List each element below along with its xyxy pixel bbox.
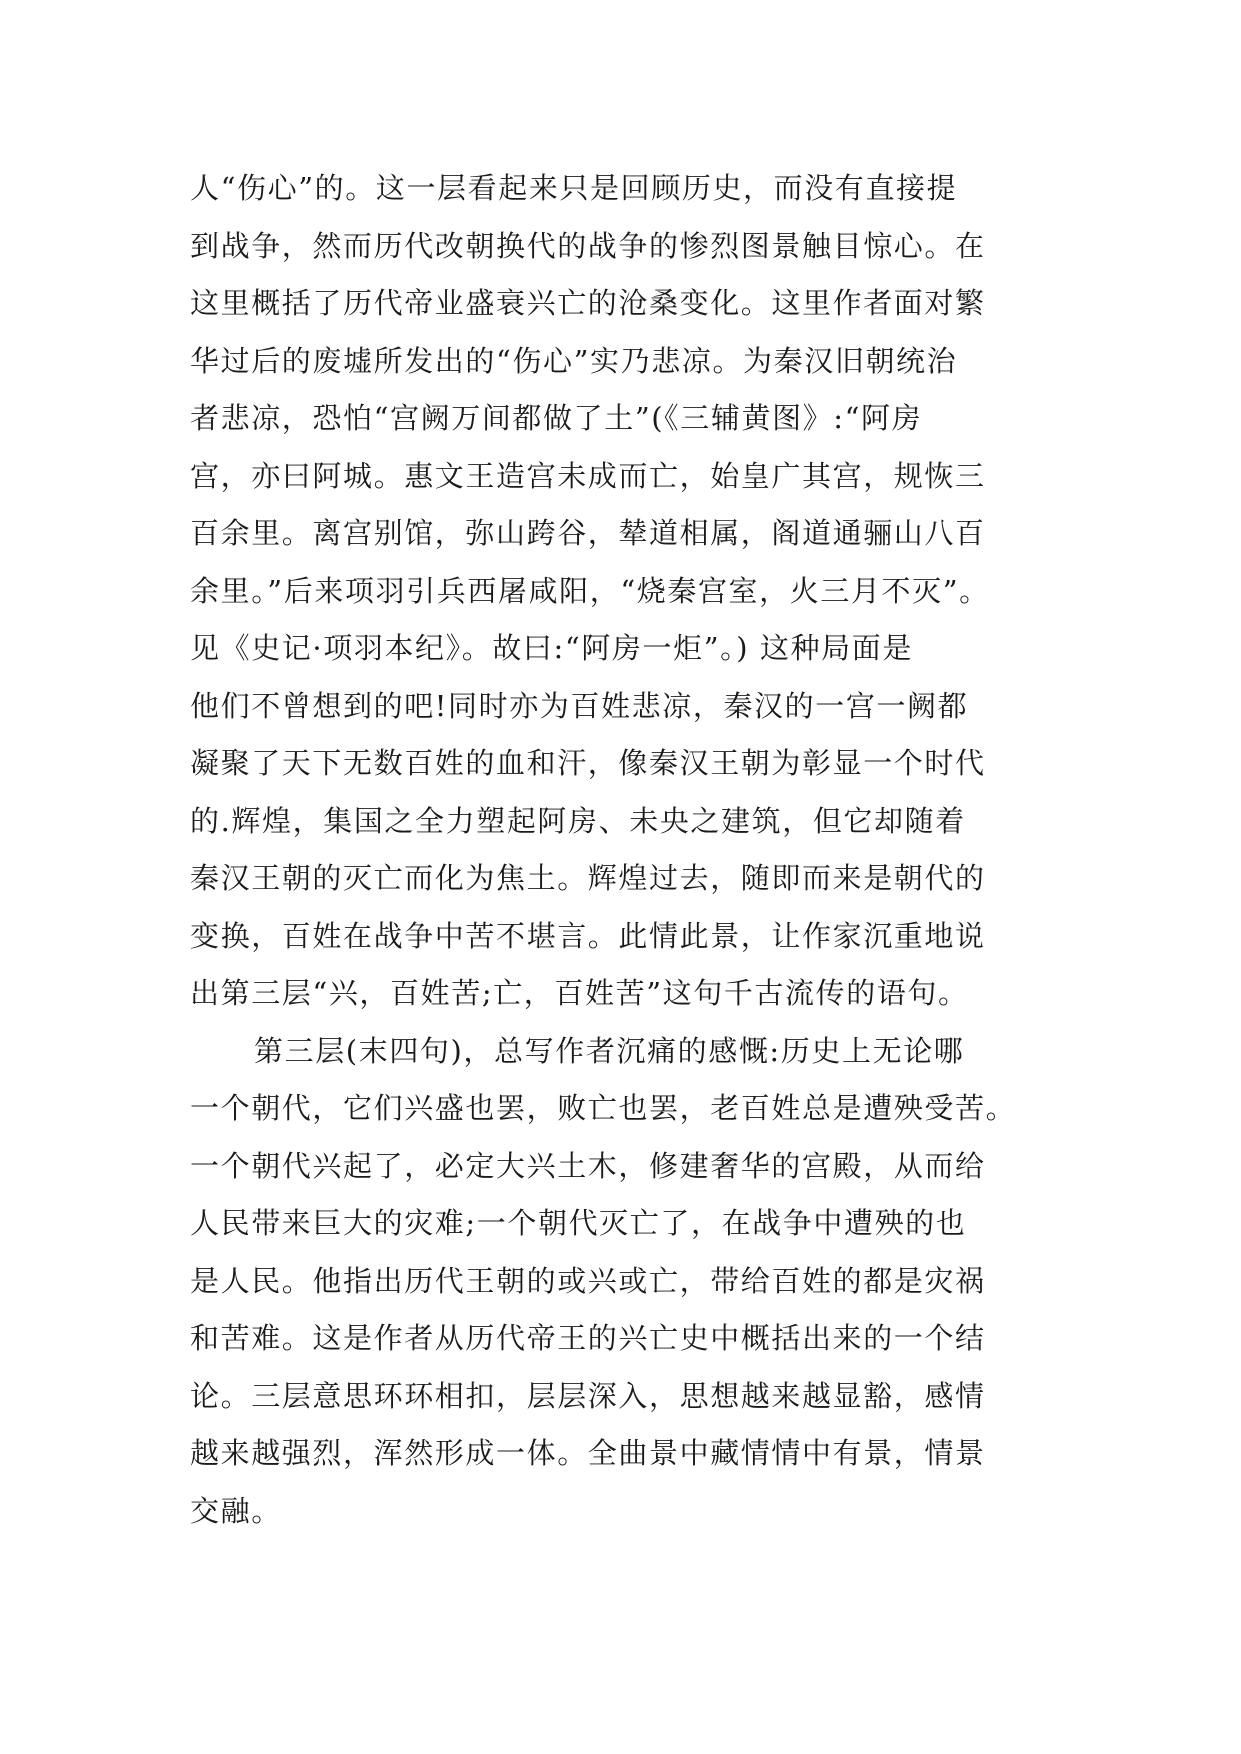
text-line-1: 人“伤心”的。这一层看起来只是回顾历史，而没有直接提 [190,171,958,205]
text-line-9: 见《史记·项羽本纪》。故曰:“阿房一炬”。) 这种局面是 [190,631,913,665]
text-line-2: 到战争，然而历代改朝换代的战争的惨烈图景触目惊心。在 [190,228,986,263]
text-line-12: 的.辉煌，集国之全力塑起阿房、未央之建筑，但它却随着 [190,803,966,838]
text-line-19: 人民带来巨大的灾难;一个朝代灭亡了，在战争中遭殃的也 [190,1206,967,1240]
text-line-15: 出第三层“兴，百姓苦;亡，百姓苦”这句千古流传的语句。 [190,976,969,1010]
text-line-23: 越来越强烈，浑然形成一体。全曲景中藏情情中有景，情景 [190,1436,986,1470]
body-text [190,160,1070,1540]
text-line-21: 和苦难。这是作者从历代帝王的兴亡史中概括出来的一个结 [190,1321,986,1355]
text-line-14: 变换，百姓在战争中苦不堪言。此情此景，让作家沉重地说 [190,918,986,953]
text-line-10: 他们不曾想到的吧!同时亦为百姓悲凉，秦汉的一宫一阙都 [190,688,969,723]
text-line-18: 一个朝代兴起了，必定大兴土木，修建奢华的宫殿，从而给 [190,1148,986,1183]
text-line-8: 余里。”后来项羽引兵西屠咸阳，“烧秦宫室，火三月不灭”。 [190,573,990,608]
text-line-20: 是人民。他指出历代王朝的或兴或亡，带给百姓的都是灾祸 [190,1263,986,1298]
text-line-13: 秦汉王朝的灭亡而化为焦土。辉煌过去，随即而来是朝代的 [190,861,986,895]
text-line-3: 这里概括了历代帝业盛衰兴亡的沧桑变化。这里作者面对繁 [190,286,986,320]
text-line-16: 第三层(末四句)，总写作者沉痛的感慨:历史上无论哪 [254,1033,965,1068]
text-line-6: 宫，亦曰阿城。惠文王造宫未成而亡，始皇广其宫，规恢三 [190,458,986,493]
text-line-22: 论。三层意思环环相扣，层层深入，思想越来越显豁，感情 [190,1378,986,1413]
text-line-7: 百余里。离宫别馆，弥山跨谷，辇道相属，阁道通骊山八百 [190,516,986,550]
text-line-17: 一个朝代，它们兴盛也罢，败亡也罢，老百姓总是遭殃受苦。 [190,1091,1017,1125]
text-line-5: 者悲凉，恐怕“宫阙万间都做了土”(《三辅黄图》:“阿房 [190,401,923,435]
text-line-11: 凝聚了天下无数百姓的血和汗，像秦汉王朝为彰显一个时代 [190,746,986,780]
text-line-24: 交融。 [190,1493,282,1528]
text-line-4: 华过后的废墟所发出的“伤心”实乃悲凉。为秦汉旧朝统治 [190,343,958,378]
